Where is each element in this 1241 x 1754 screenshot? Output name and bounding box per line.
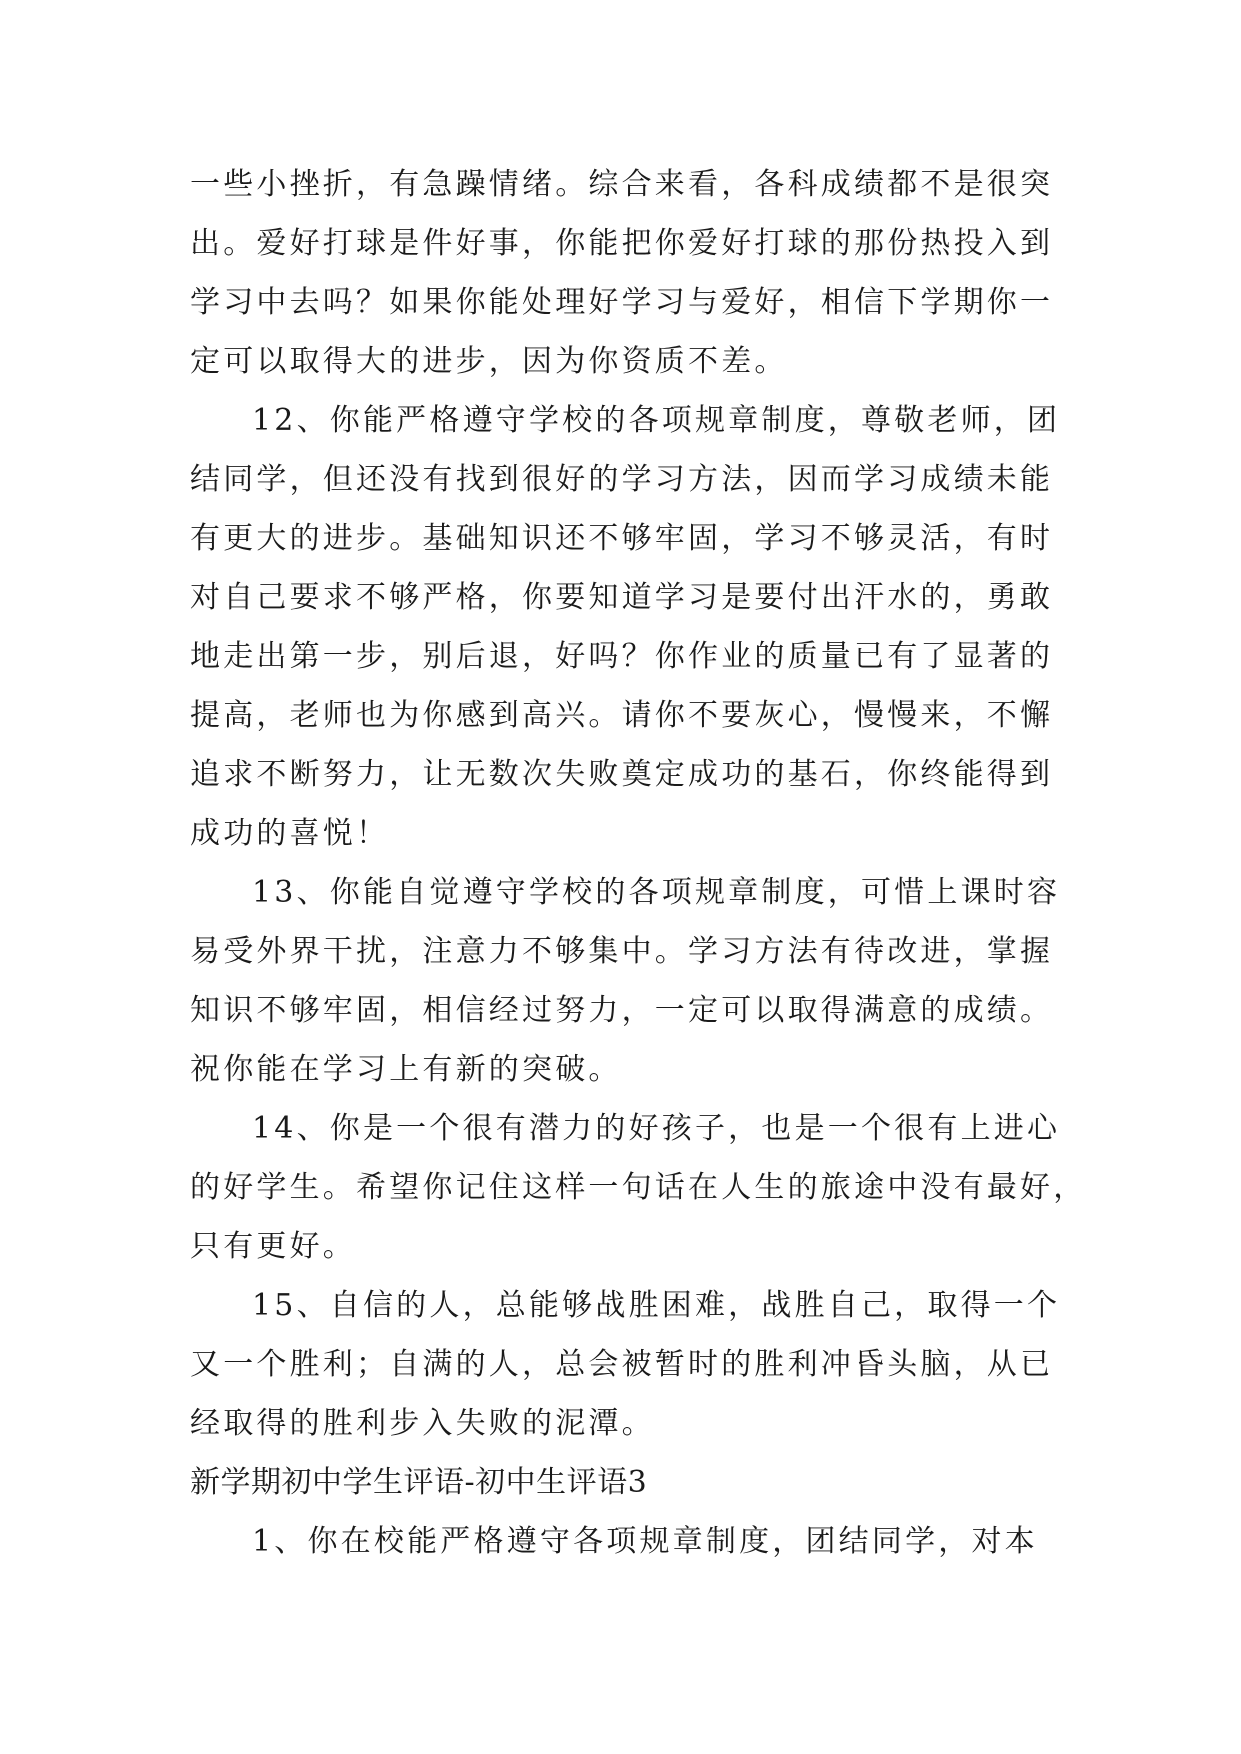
paragraph-start-line: 1、你在校能严格遵守各项规章制度，团结同学，对本	[252, 1524, 1038, 1559]
text-line: 知识不够牢固，相信经过努力，一定可以取得满意的成绩。	[190, 993, 1054, 1028]
document-body	[190, 155, 1087, 1571]
text-line: 出。爱好打球是件好事，你能把你爱好打球的那份热投入到	[190, 226, 1054, 261]
text-line: 学习中去吗？如果你能处理好学习与爱好，相信下学期你一	[190, 285, 1054, 320]
text-line: 有更大的进步。基础知识还不够牢固，学习不够灵活，有时	[190, 521, 1054, 556]
section-heading: 新学期初中学生评语-初中生评语3	[190, 1465, 648, 1500]
text-line: 祝你能在学习上有新的突破。	[190, 1052, 622, 1087]
text-line: 经取得的胜利步入失败的泥潭。	[190, 1406, 655, 1441]
text-line: 提高，老师也为你感到高兴。请你不要灰心，慢慢来，不懈	[190, 698, 1054, 733]
paragraph-start-line: 14、你是一个很有潜力的好孩子，也是一个很有上进心	[252, 1111, 1061, 1146]
paragraph-start-line: 15、自信的人，总能够战胜困难，战胜自己，取得一个	[252, 1288, 1061, 1323]
paragraph-start-line: 13、你能自觉遵守学校的各项规章制度，可惜上课时容	[252, 875, 1061, 910]
text-line: 对自己要求不够严格，你要知道学习是要付出汗水的，勇敢	[190, 580, 1054, 615]
text-line: 结同学，但还没有找到很好的学习方法，因而学习成绩未能	[190, 462, 1054, 497]
text-line: 定可以取得大的进步，因为你资质不差。	[190, 344, 788, 379]
text-line: 地走出第一步，别后退，好吗？你作业的质量已有了显著的	[190, 639, 1054, 674]
text-line: 一些小挫折，有急躁情绪。综合来看，各科成绩都不是很突	[190, 167, 1054, 202]
text-line: 只有更好。	[190, 1229, 356, 1264]
text-line: 又一个胜利；自满的人，总会被暂时的胜利冲昏头脑，从已	[190, 1347, 1054, 1382]
text-line: 易受外界干扰，注意力不够集中。学习方法有待改进，掌握	[190, 934, 1054, 969]
text-line: 追求不断努力，让无数次失败奠定成功的基石，你终能得到	[190, 757, 1054, 792]
text-line: 成功的喜悦！	[190, 816, 390, 851]
text-line: 的好学生。希望你记住这样一句话在人生的旅途中没有最好，	[190, 1170, 1087, 1205]
paragraph-start-line: 12、你能严格遵守学校的各项规章制度，尊敬老师，团	[252, 403, 1061, 438]
